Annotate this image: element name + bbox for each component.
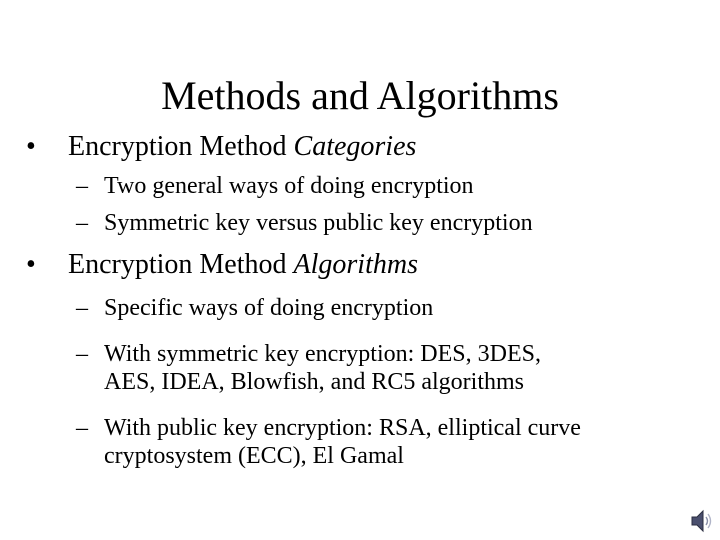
bullet-algorithms bbox=[26, 249, 418, 281]
dash-glyph: – bbox=[76, 415, 88, 441]
bullet-glyph: • bbox=[26, 131, 36, 162]
sub-item-text-continued: AES, IDEA, Blowfish, and RC5 algorithms bbox=[104, 369, 524, 395]
slide-title: Methods and Algorithms bbox=[161, 73, 559, 118]
dash-glyph: – bbox=[76, 173, 88, 199]
sub-item bbox=[76, 294, 433, 322]
sub-item bbox=[76, 340, 541, 396]
sub-item bbox=[76, 414, 581, 470]
sub-item-text-continued: cryptosystem (ECC), El Gamal bbox=[104, 443, 404, 469]
bullet-heading-plain: Encryption Method bbox=[68, 131, 294, 162]
bullet-categories bbox=[26, 131, 416, 163]
sub-item bbox=[76, 172, 474, 200]
bullet-glyph: • bbox=[26, 249, 36, 280]
sub-item-text: Two general ways of doing encryption bbox=[104, 173, 474, 199]
sub-item-text: With public key encryption: RSA, elliptical curve bbox=[104, 415, 581, 441]
sub-item-text: Specific ways of doing encryption bbox=[104, 295, 434, 321]
bullet-heading-plain: Encryption Method bbox=[68, 249, 294, 280]
sub-item bbox=[76, 209, 533, 237]
sub-item-text: Symmetric key versus public key encryption bbox=[104, 210, 533, 236]
dash-glyph: – bbox=[76, 295, 88, 321]
bullet-heading-italic: Categories bbox=[293, 131, 417, 162]
sub-item-text: With symmetric key encryption: DES, 3DES, bbox=[104, 341, 541, 367]
speaker-icon[interactable] bbox=[690, 508, 714, 534]
dash-glyph: – bbox=[76, 341, 88, 367]
bullet-heading-italic: Algorithms bbox=[293, 249, 418, 280]
dash-glyph: – bbox=[76, 210, 88, 236]
